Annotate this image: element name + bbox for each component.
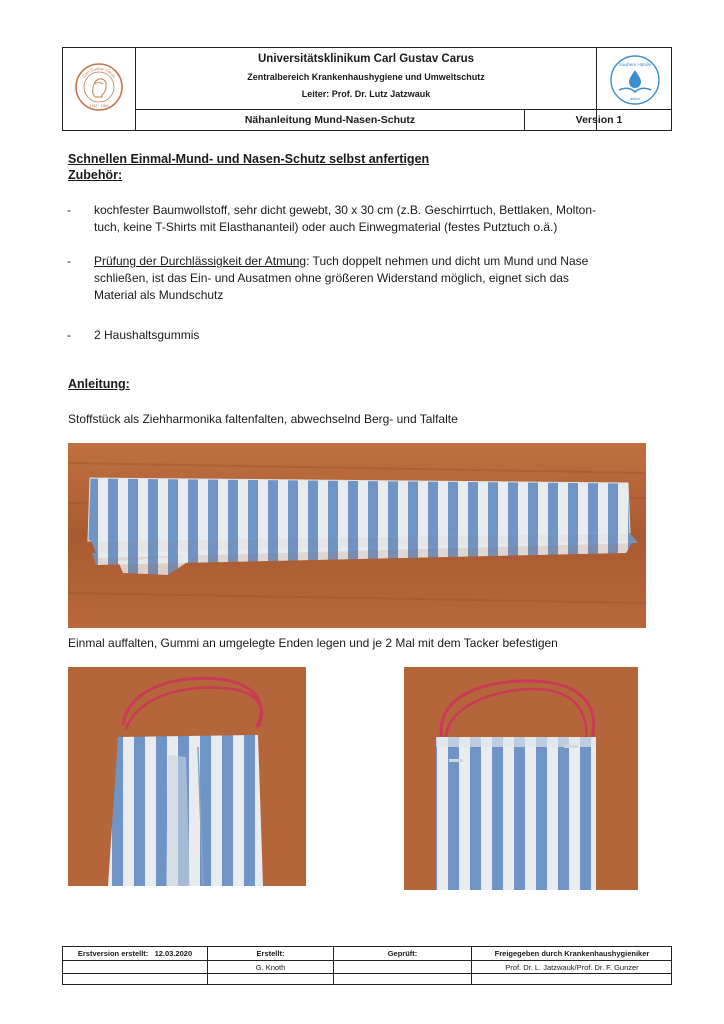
institution-title: Universitätsklinikum Carl Gustav Carus — [257, 53, 475, 65]
mask-assembly-photo-right — [404, 667, 638, 890]
mask-assembly-photo-left — [68, 667, 306, 886]
checked-label: Geprüft: — [387, 949, 418, 958]
svg-text:1789 · 1869: 1789 · 1869 — [89, 104, 109, 108]
university-seal-logo — [74, 62, 124, 112]
list-item-breathing-test: Prüfung der Durchlässigkeit der Atmung: Tuch doppelt nehmen und dicht um Mund und Nase schließen, ist das Ein- und Ausatmen ohne größeren Widerstand möglich, eignet sich das Material als Mundschutz — [94, 254, 589, 302]
document-title: Nähanleitung Mund-Nasen-Schutz — [244, 114, 416, 126]
clean-hands-logo — [607, 54, 663, 106]
released-label: Freigegeben durch Krankenhaushygieniker — [494, 949, 650, 958]
page-heading: Schnellen Einmal-Mund- und Nasen-Schutz selbst anfertigen — [68, 152, 430, 166]
list-item-rubber-bands: 2 Haushaltsgummis — [94, 328, 200, 342]
header-center — [136, 52, 596, 102]
svg-text:Saubere Hände: Saubere Hände — [618, 62, 652, 67]
department-leader: Leiter: Prof. Dr. Lutz Jatzwauk — [301, 89, 431, 99]
bullet-1: - — [67, 203, 71, 217]
footer-table — [62, 946, 672, 985]
department-name: Zentralbereich Krankenhaushygiene und Umweltschutz — [247, 72, 485, 82]
created-label: Erstellt: — [256, 949, 285, 958]
document-version: Version 1 — [575, 114, 623, 126]
first-version-cell: Erstversion erstellt: 12.03.2020 — [77, 949, 193, 958]
bullet-2: - — [67, 254, 71, 268]
checked-by — [334, 961, 471, 974]
svg-text:Carl Gustav Carus: Carl Gustav Carus — [81, 65, 117, 79]
released-by: Prof. Dr. L. Jatzwauk/Prof. Dr. F. Gunzer — [505, 963, 639, 972]
accessories-heading: Zubehör: — [68, 168, 123, 182]
pleated-fabric-photo — [68, 443, 646, 628]
svg-text:Aktion: Aktion — [629, 97, 641, 101]
step-2-text: Einmal auffalten, Gummi an umgelegte Enden legen und je 2 Mal mit dem Tacker befestigen — [68, 636, 558, 650]
list-item-fabric: kochfester Baumwollstoff, sehr dicht gewebt, 30 x 30 cm (z.B. Geschirrtuch, Bettlaken, Molton- tuch, keine T-Shirts mit Elasthananteil) oder auch Einwegmaterial (festes Putztuch o.ä.) — [94, 203, 596, 234]
step-1-text: Stoffstück als Ziehharmonika faltenfalten, abwechselnd Berg- und Talfalte — [68, 412, 458, 426]
created-by: G. Knoth — [255, 963, 286, 972]
instructions-heading: Anleitung: — [68, 377, 130, 391]
header-table — [62, 47, 672, 131]
bullet-3: - — [67, 328, 71, 342]
